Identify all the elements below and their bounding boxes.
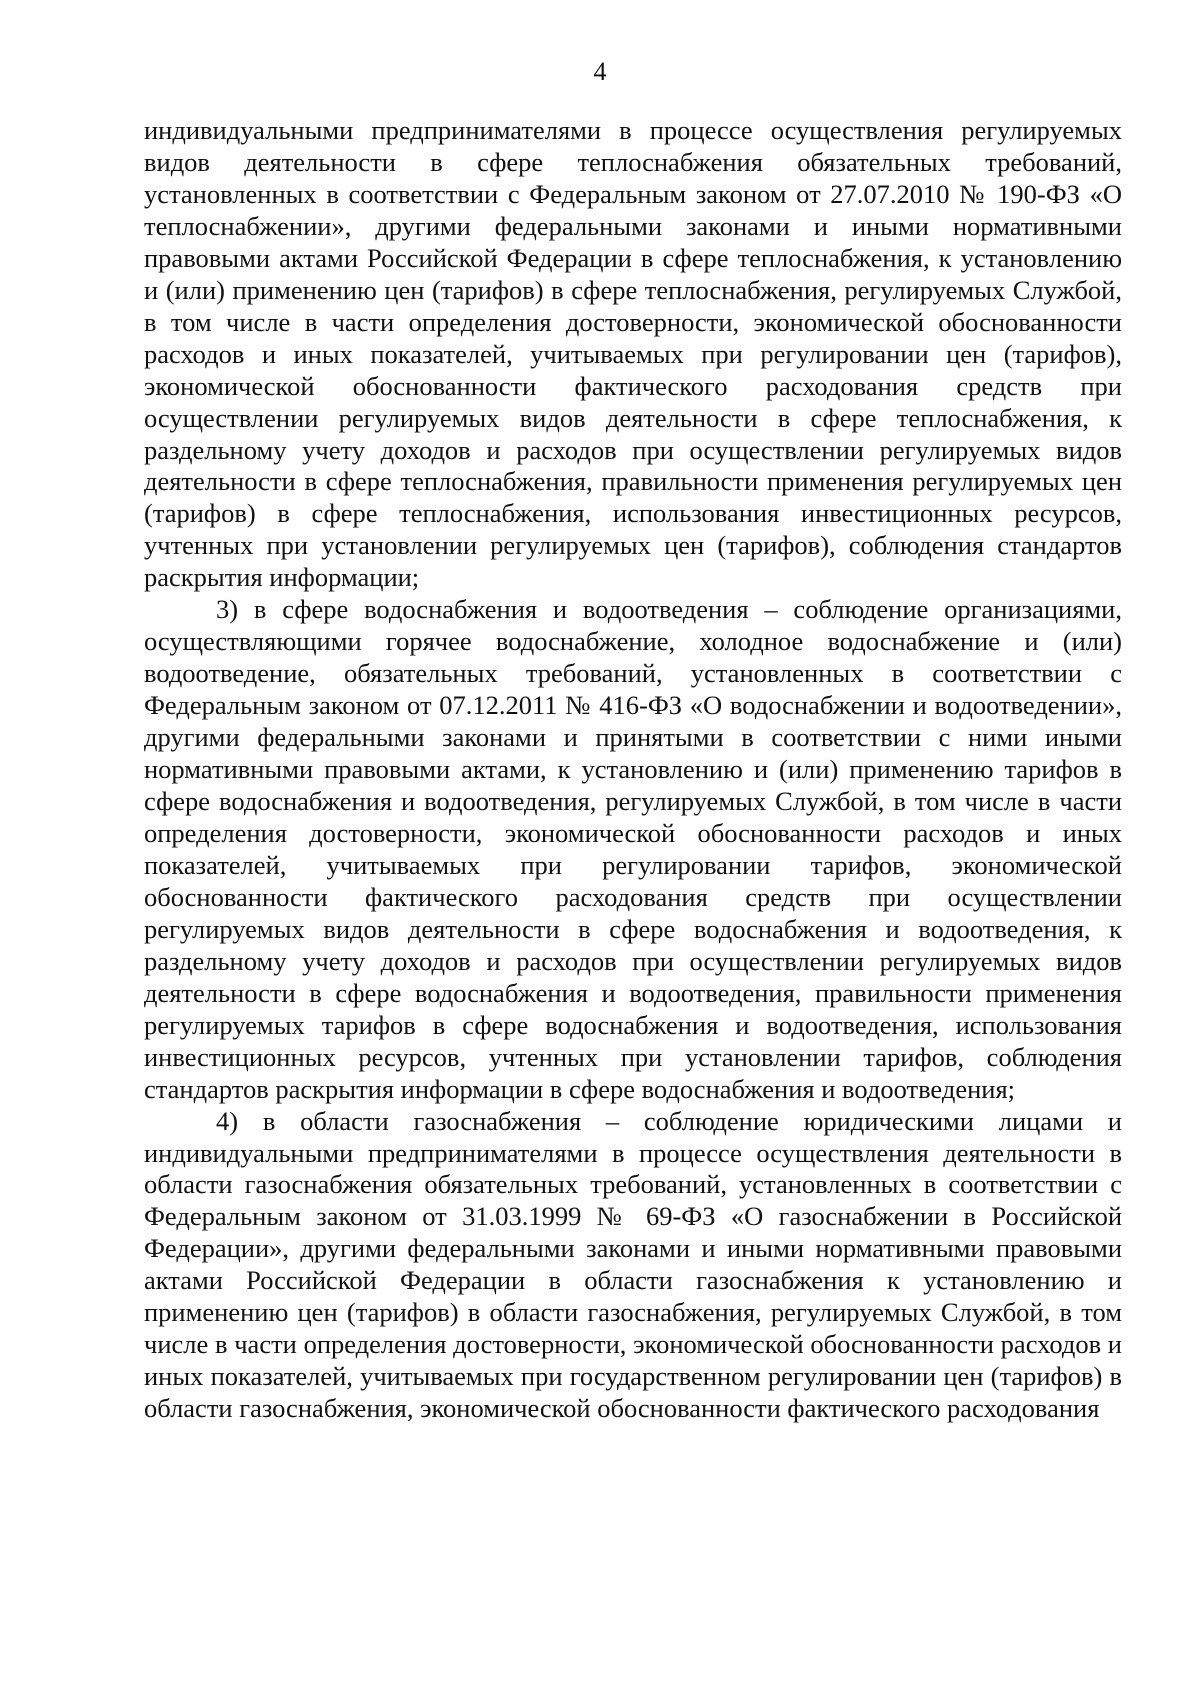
document-body (144, 115, 1122, 1425)
paragraph-item-4-gas-supply: 4) в области газоснабжения – соблюдение юридическими лицами и индивидуальными предпринимателями в процессе осуществления деятельности в области газоснабжения обязательных требований, установленных в соответствии с Федеральным законом от 31.03.1999 № 69-ФЗ «О газоснабжении в Российской Федерации», другими федеральными законами и иными нормативными правовыми актами Российской Федерации в области газоснабжения к установлению и применению цен (тарифов) в области газоснабжения, регулируемых Службой, в том числе в части определения достоверности, экономической обоснованности расходов и иных показателей, учитываемых при государственном регулировании цен (тарифов) в области газоснабжения, экономической обоснованности фактического расходования (144, 1105, 1122, 1424)
page-number: 4 (593, 57, 607, 86)
paragraph-heat-supply-continuation: индивидуальными предпринимателями в процессе осуществления регулируемых видов деятельности в сфере теплоснабжения обязательных требований, установленных в соответствии с Федеральным законом от 27.07.2010 № 190-ФЗ «О теплоснабжении», другими федеральными законами и иными нормативными правовыми актами Российской Федерации в сфере теплоснабжения, к установлению и (или) применению цен (тарифов) в сфере теплоснабжения, регулируемых Службой, в том числе в части определения достоверности, экономической обоснованности расходов и иных показателей, учитываемых при регулировании цен (тарифов), экономической обоснованности фактического расходования средств при осуществлении регулируемых видов деятельности в сфере теплоснабжения, к раздельному учету доходов и расходов при осуществлении регулируемых видов деятельности в сфере теплоснабжения, правильности применения регулируемых цен (тарифов) в сфере теплоснабжения, использования инвестиционных ресурсов, учтенных при установлении регулируемых цен (тарифов), соблюдения стандартов раскрытия информации; (144, 115, 1122, 593)
paragraph-item-3-water-supply: 3) в сфере водоснабжения и водоотведения – соблюдение организациями, осуществляющими горячее водоснабжение, холодное водоснабжение и (или) водоотведение, обязательных требований, установленных в соответствии с Федеральным законом от 07.12.2011 № 416-ФЗ «О водоснабжении и водоотведении», другими федеральными законами и принятыми в соответствии с ними иными нормативными правовыми актами, к установлению и (или) применению тарифов в сфере водоснабжения и водоотведения, регулируемых Службой, в том числе в части определения достоверности, экономической обоснованности расходов и иных показателей, учитываемых при регулировании тарифов, экономической обоснованности фактического расходования средств при осуществлении регулируемых видов деятельности в сфере водоснабжения и водоотведения, к раздельному учету доходов и расходов при осуществлении регулируемых видов деятельности в сфере водоснабжения и водоотведения, правильности применения регулируемых тарифов в сфере водоснабжения и водоотведения, использования инвестиционных ресурсов, учтенных при установлении тарифов, соблюдения стандартов раскрытия информации в сфере водоснабжения и водоотведения; (144, 594, 1122, 1104)
